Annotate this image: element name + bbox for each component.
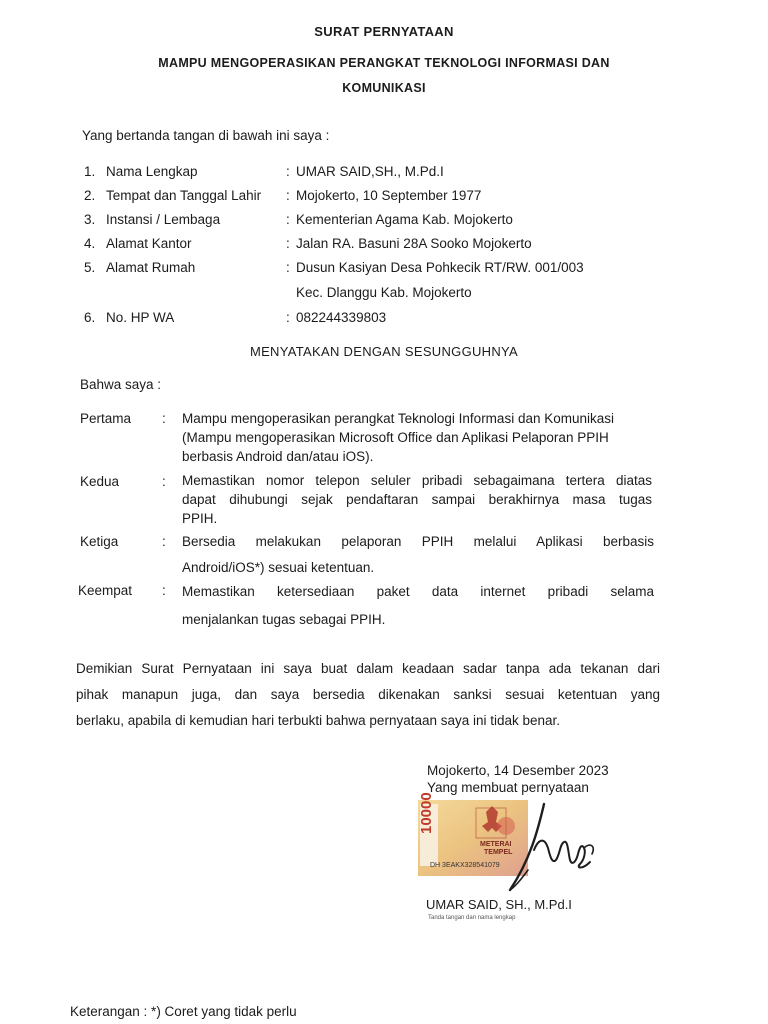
signer-name: UMAR SAID, SH., M.Pd.I (426, 897, 572, 912)
signer-note: Tanda tangan dan nama lengkap (428, 915, 516, 921)
declaration-heading: MENYATAKAN DENGAN SESUNGGUHNYA (249, 344, 519, 359)
signature-graphic (486, 790, 606, 908)
identity-num: 2. (84, 188, 96, 203)
identity-num: 5. (84, 260, 96, 275)
bahwa-text: Bahwa saya : (80, 377, 162, 392)
stamp-text-meterai: METERAI (480, 841, 512, 848)
identity-label: Nama Lengkap (106, 164, 198, 179)
stamp-value: 10000 (418, 792, 435, 834)
document-title: SURAT PERNYATAAN (314, 24, 454, 39)
identity-value: 082244339803 (296, 310, 387, 325)
statement-label-pertama: Pertama (80, 411, 132, 426)
identity-num: 4. (84, 236, 96, 251)
identity-value: Kementerian Agama Kab. Mojokerto (296, 212, 513, 227)
identity-value: Jalan RA. Basuni 28A Sooko Mojokerto (296, 236, 532, 251)
statement-label-kedua: Kedua (80, 474, 120, 489)
handwritten-signature (486, 790, 606, 908)
identity-label: Instansi / Lembaga (106, 212, 221, 227)
sign-role: Yang membuat pernyataan (427, 780, 589, 795)
identity-value: UMAR SAID,SH., M.Pd.I (296, 164, 444, 179)
statement-text-keempat: Memastikan ketersediaan paket data internet pribadi selama menjalankan tugas sebagai PPIH. (182, 584, 654, 627)
document-subtitle-line2: KOMUNIKASI (342, 81, 426, 95)
statement-text-pertama: Mampu mengoperasikan perangkat Teknologi Informasi dan Komunikasi (Mampu mengoperasikan Microsoft Office dan Aplikasi Pelaporan PPIH berbasis Android dan/atau iOS). (182, 411, 614, 464)
identity-label: Alamat Kantor (106, 236, 192, 251)
document-subtitle-line1: MAMPU MENGOPERASIKAN PERANGKAT TEKNOLOGI INFORMASI DAN (158, 56, 610, 70)
identity-value: Mojokerto, 10 September 1977 (296, 188, 482, 203)
identity-label: No. HP WA (106, 310, 175, 325)
identity-num: 3. (84, 212, 96, 227)
identity-value: Dusun Kasiyan Desa Pohkecik RT/RW. 001/003 (296, 260, 584, 275)
identity-num: 6. (84, 310, 96, 325)
intro-text: Yang bertanda tangan di bawah ini saya : (82, 128, 330, 143)
sign-place-date: Mojokerto, 14 Desember 2023 (427, 763, 609, 778)
identity-label: Tempat dan Tanggal Lahir (106, 188, 262, 203)
identity-num: 1. (84, 164, 96, 179)
identity-value-continued: Kec. Dlanggu Kab. Mojokerto (296, 285, 472, 300)
closing-paragraph: Demikian Surat Pernyataan ini saya buat dalam keadaan sadar tanpa ada tekanan dari pihak manapun juga, dan saya bersedia dikenakan sanksi sesuai ketentuan yang berlaku, apabila di kemudian hari terbukti bahwa pernyataan saya ini tidak benar. (76, 661, 660, 728)
identity-label: Alamat Rumah (106, 260, 196, 275)
statement-text-ketiga: Bersedia melakukan pelaporan PPIH melalui Aplikasi berbasis Android/iOS*) sesuai ketentuan. (182, 534, 654, 575)
stamp-serial: DH 3EAKX328541079 (430, 862, 500, 869)
statement-label-ketiga: Ketiga (80, 534, 119, 549)
statement-label-keempat: Keempat (78, 583, 133, 598)
stamp-text-tempel: TEMPEL (484, 849, 513, 856)
footnote: Keterangan : *) Coret yang tidak perlu (70, 1004, 297, 1019)
statement-text-kedua: Memastikan nomor telepon seluler pribadi sebagaimana tertera diatas dapat dihubungi sejak pendaftaran sampai berakhirnya masa tugas PPIH. (182, 473, 652, 526)
